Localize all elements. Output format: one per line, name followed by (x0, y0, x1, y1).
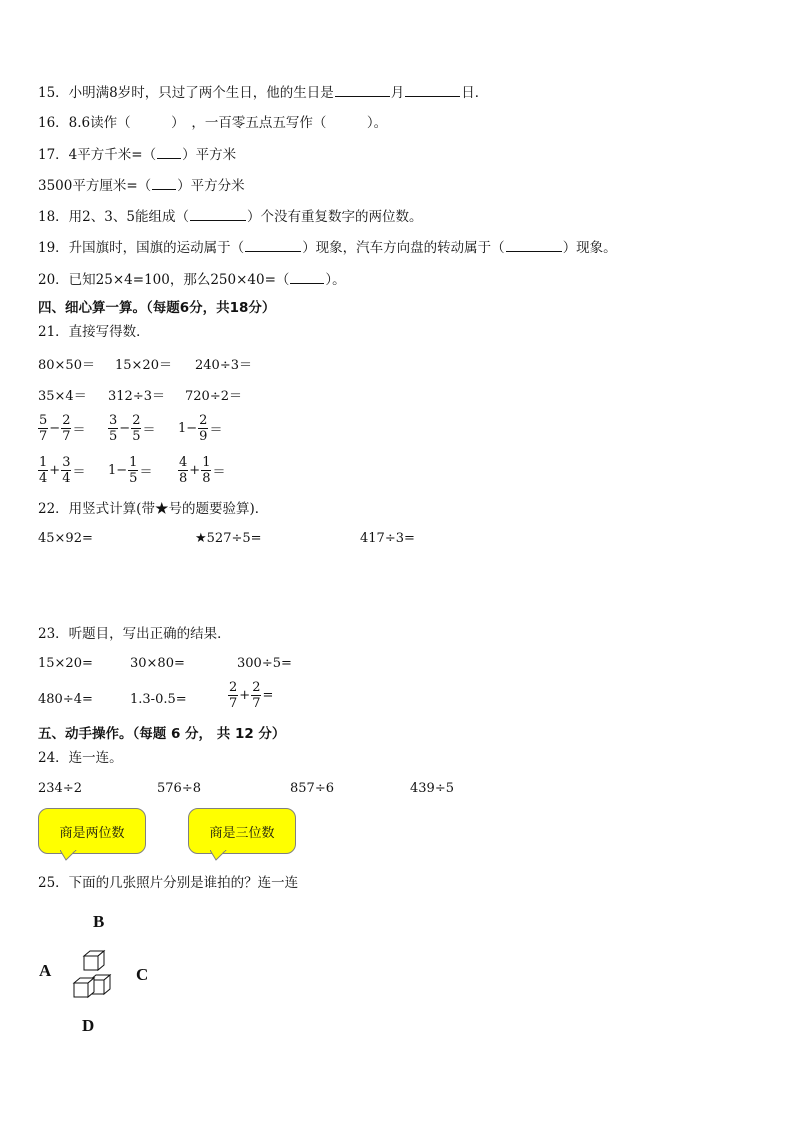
q18-text: 18．用2、3、5能组成（ (38, 209, 189, 225)
q19-text-end: ）现象。 (562, 240, 617, 256)
division-item[interactable]: 234÷2 (38, 781, 82, 796)
calc-item: 35×4＝ (38, 389, 87, 404)
fraction: $\frac{2}{5}$ (132, 413, 141, 444)
operator: − (119, 421, 131, 436)
calc-item: 45×92= (38, 531, 93, 546)
fraction-expression (228, 680, 273, 711)
fraction-expression (178, 413, 222, 444)
answer-blank[interactable] (157, 144, 181, 159)
q20-text: 20．已知25×4=100，那么250×40=（ (38, 272, 290, 288)
label-d: D (82, 1016, 95, 1035)
equals: ＝ (72, 423, 86, 438)
fraction: $\frac{3}{5}$ (109, 413, 118, 444)
equals: = (262, 688, 274, 703)
q15-day: 日． (461, 85, 489, 101)
division-item[interactable]: 439÷5 (410, 781, 454, 796)
equals: ＝ (139, 465, 153, 480)
answer-blank[interactable] (506, 237, 562, 252)
answer-blank[interactable] (405, 82, 460, 97)
q16-text: 16．8.6读作（ ） ，一百零五点五写作（ ）。 (38, 115, 388, 131)
equals: ＝ (72, 465, 86, 480)
q17b-unit: ）平方分米 (177, 178, 245, 194)
fraction-expression (108, 413, 155, 444)
q19-text: 19．升国旗时，国旗的运动属于（ (38, 240, 245, 256)
calc-item: ★527÷5= (195, 531, 262, 546)
calc-item: 30×80= (130, 656, 185, 671)
operator: − (49, 421, 61, 436)
q17a-text: 17．4平方千米=（ (38, 147, 157, 163)
section-5-heading: 五、动手操作。（每题 6 分， 共 12 分） (38, 726, 286, 742)
calc-item: 15×20= (38, 656, 93, 671)
callout-tail (60, 850, 80, 862)
division-item[interactable]: 857÷6 (290, 781, 334, 796)
operator: + (189, 463, 201, 478)
question-25-title: 25．下面的几张照片分别是谁拍的？连一连 (38, 875, 299, 891)
equals: ＝ (142, 423, 156, 438)
fraction-expression (38, 413, 85, 444)
question-17b (38, 175, 245, 196)
fraction: $\frac{3}{4}$ (62, 455, 71, 486)
callout-tail (210, 850, 230, 862)
fraction: $\frac{2}{7}$ (229, 680, 238, 711)
division-item[interactable]: 576÷8 (157, 781, 201, 796)
q20-text-end: ）。 (325, 272, 346, 288)
whole-number: 1− (108, 463, 128, 478)
equals: ＝ (212, 465, 226, 480)
q15-month: 月 (390, 85, 405, 101)
equals: ＝ (209, 423, 223, 438)
fraction: $\frac{1}{5}$ (129, 455, 138, 486)
fraction: $\frac{1}{4}$ (39, 455, 48, 486)
calc-item: 15×20＝ (115, 358, 172, 373)
question-20 (38, 269, 346, 290)
question-18 (38, 206, 422, 227)
answer-blank[interactable] (335, 82, 390, 97)
calc-item: 80×50＝ (38, 358, 95, 373)
question-19 (38, 237, 617, 258)
fraction-expression (108, 455, 152, 486)
question-15 (38, 82, 488, 103)
operator: + (49, 463, 61, 478)
calc-item: 1.3-0.5= (130, 692, 187, 707)
calc-item: 720÷2＝ (185, 389, 242, 404)
answer-blank[interactable] (290, 269, 324, 284)
question-16 (38, 113, 387, 133)
question-22-title: 22．用竖式计算(带★号的题要验算)． (38, 501, 269, 517)
callout-two-digit-quotient[interactable] (38, 808, 146, 854)
label-c: C (136, 965, 149, 984)
question-24-title: 24．连一连。 (38, 750, 123, 766)
calc-item: 300÷5= (237, 656, 292, 671)
answer-blank[interactable] (245, 237, 301, 252)
calc-item: 312÷3＝ (108, 389, 165, 404)
q17b-text: 3500平方厘米=（ (38, 178, 152, 194)
question-17a (38, 144, 236, 165)
fraction: $\frac{2}{7}$ (252, 680, 261, 711)
question-21-title: 21．直接写得数． (38, 324, 150, 340)
answer-blank[interactable] (152, 175, 176, 190)
callout-three-digit-quotient[interactable] (188, 808, 296, 854)
fraction-expression (178, 455, 225, 486)
callout-label: 商是两位数 (59, 825, 125, 841)
fraction: $\frac{5}{7}$ (39, 413, 48, 444)
cube-stack-figure (70, 948, 120, 1004)
answer-blank[interactable] (190, 206, 246, 221)
section-4-heading: 四、细心算一算。（每题6分，共18分） (38, 300, 276, 316)
fraction: $\frac{1}{8}$ (202, 455, 211, 486)
q18-text-end: ）个没有重复数字的两位数。 (246, 209, 423, 225)
calc-item: 480÷4= (38, 692, 93, 707)
question-23-title: 23．听题目，写出正确的结果． (38, 626, 231, 642)
calc-item: 417÷3= (360, 531, 415, 546)
q19-text-mid: ）现象，汽车方向盘的转动属于（ (302, 240, 505, 256)
fraction: $\frac{2}{9}$ (199, 413, 208, 444)
whole-number: 1− (178, 421, 198, 436)
q17a-unit: ）平方米 (182, 147, 237, 163)
fraction: $\frac{2}{7}$ (62, 413, 71, 444)
callout-label: 商是三位数 (209, 825, 275, 841)
fraction: $\frac{4}{8}$ (179, 455, 188, 486)
fraction-expression (38, 455, 85, 486)
label-a: A (39, 961, 52, 980)
operator: + (239, 688, 251, 703)
q15-text: 15．小明满8岁时，只过了两个生日，他的生日是 (38, 85, 334, 101)
calc-item: 240÷3＝ (195, 358, 252, 373)
label-b: B (93, 912, 105, 931)
